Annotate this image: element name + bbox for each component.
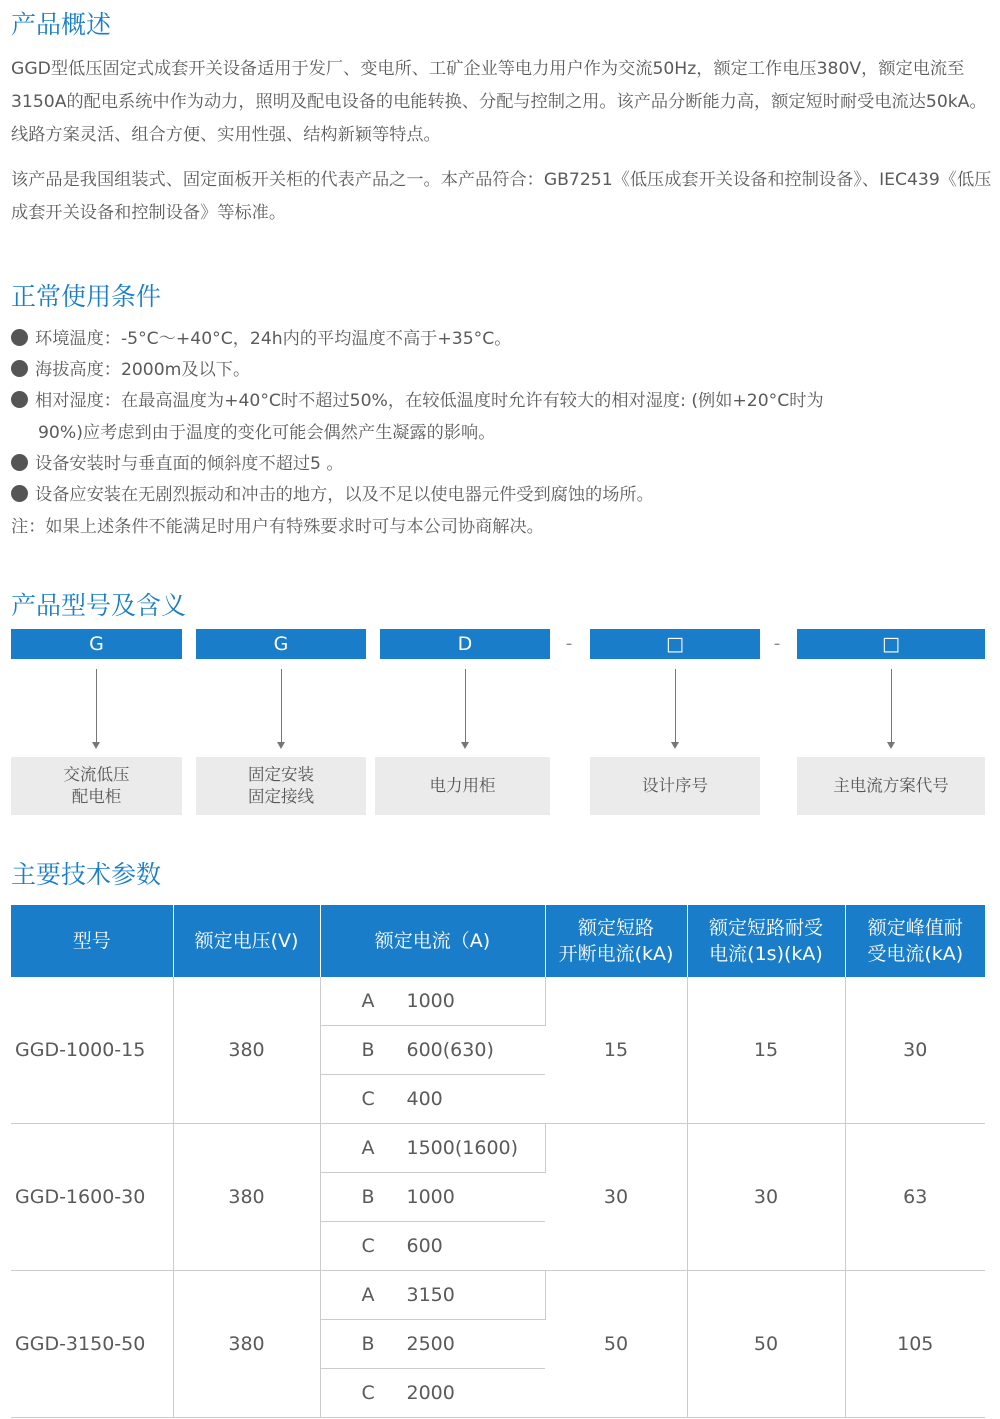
cell-current: A 1500(1600) <box>320 1124 545 1173</box>
model-code-4: □ <box>590 629 760 659</box>
model-meaning-2: 固定安装 固定接线 <box>196 757 366 815</box>
table-row <box>11 1124 985 1173</box>
bullet-icon <box>11 454 28 471</box>
model-meaning-4: 设计序号 <box>590 757 760 815</box>
col-header-breaking: 额定短路 开断电流(kA) <box>545 905 687 977</box>
cell-breaking: 15 <box>545 977 687 1124</box>
arrow-down-icon <box>887 742 895 749</box>
cell-current: B 1000 <box>320 1173 545 1222</box>
cell-model: GGD-3150-50 <box>11 1271 173 1418</box>
cell-withstand: 15 <box>687 977 845 1124</box>
table-row <box>11 1271 985 1320</box>
condition-item: 设备安装时与垂直面的倾斜度不超过5 。 <box>11 449 344 480</box>
specs-title: 主要技术参数 <box>11 860 162 889</box>
spec-header-row <box>11 905 985 977</box>
cell-peak: 105 <box>845 1271 985 1418</box>
arrow-down-icon <box>277 742 285 749</box>
cell-peak: 30 <box>845 977 985 1124</box>
overview-paragraph-2: 该产品是我国组装式、固定面板开关柜的代表产品之一。本产品符合：GB7251《低压成套开关设备和控制设备》、IEC439《低压成套开关设备和控制设备》等标准。 <box>11 170 992 223</box>
cell-peak: 63 <box>845 1124 985 1271</box>
table-row <box>11 977 985 1026</box>
spec-table <box>11 905 985 1418</box>
cell-breaking: 50 <box>545 1271 687 1418</box>
cell-current: C 2000 <box>320 1369 545 1418</box>
bullet-icon <box>11 360 28 377</box>
cell-voltage: 380 <box>173 1271 320 1418</box>
condition-item: 设备应安装在无剧烈振动和冲击的地方，以及不足以使电器元件受到腐蚀的场所。 <box>11 480 654 511</box>
model-code-3: D <box>380 629 550 659</box>
cell-voltage: 380 <box>173 1124 320 1271</box>
cell-current: B 2500 <box>320 1320 545 1369</box>
connector-line <box>96 669 97 743</box>
cell-breaking: 30 <box>545 1124 687 1271</box>
condition-item: 海拔高度：2000m及以下。 <box>11 355 250 386</box>
col-header-current: 额定电流（A) <box>320 905 545 977</box>
overview-paragraph-1: GGD型低压固定式成套开关设备适用于发厂、变电所、工矿企业等电力用户作为交流50Hz，额定工作电压380V，额定电流至3150A的配电系统中作为动力，照明及配电设备的电能转换、分配与控制之用。该产品分断能力高，额定短时耐受电流达50kA。线路方案灵活、组合方便、实用性强、结构新颖等特点。 <box>11 59 987 145</box>
model-separator: - <box>565 633 573 654</box>
model-separator: - <box>773 633 781 654</box>
bullet-icon <box>11 329 28 346</box>
cell-model: GGD-1600-30 <box>11 1124 173 1271</box>
model-title: 产品型号及含义 <box>11 591 187 620</box>
connector-line <box>891 669 892 743</box>
arrow-down-icon <box>461 742 469 749</box>
cell-model: GGD-1000-15 <box>11 977 173 1124</box>
col-header-voltage: 额定电压(V) <box>173 905 320 977</box>
model-meaning-1: 交流低压 配电柜 <box>11 757 182 815</box>
cell-current: A 3150 <box>320 1271 545 1320</box>
connector-line <box>281 669 282 743</box>
col-header-peak: 额定峰值耐 受电流(kA) <box>845 905 985 977</box>
condition-item: 相对湿度：在最高温度为+40°C时不超过50%，在较低温度时允许有较大的相对湿度: (例如+20°C时为 <box>11 386 824 417</box>
conditions-note: 注：如果上述条件不能满足时用户有特殊要求时可与本公司协商解决。 <box>11 517 544 537</box>
cell-current: C 600 <box>320 1222 545 1271</box>
model-code-1: G <box>11 629 182 659</box>
cell-current: A 1000 <box>320 977 545 1026</box>
cell-current: B 600(630) <box>320 1026 545 1075</box>
col-header-withstand: 额定短路耐受 电流(1s)(kA) <box>687 905 845 977</box>
model-code-2: G <box>196 629 366 659</box>
model-code-5: □ <box>797 629 985 659</box>
bullet-icon <box>11 485 28 502</box>
condition-item: 环境温度：-5°C～+40°C，24h内的平均温度不高于+35°C。 <box>11 324 511 355</box>
connector-line <box>675 669 676 743</box>
connector-line <box>465 669 466 743</box>
arrow-down-icon <box>92 742 100 749</box>
overview-title: 产品概述 <box>11 10 112 39</box>
model-meaning-3: 电力用柜 <box>375 757 550 815</box>
cell-withstand: 30 <box>687 1124 845 1271</box>
cell-voltage: 380 <box>173 977 320 1124</box>
model-meaning-5: 主电流方案代号 <box>797 757 985 815</box>
cell-current: C 400 <box>320 1075 545 1124</box>
col-header-model: 型号 <box>11 905 173 977</box>
condition-item-continuation: 90%)应考虑到由于温度的变化可能会偶然产生凝露的影响。 <box>38 423 496 443</box>
arrow-down-icon <box>671 742 679 749</box>
bullet-icon <box>11 391 28 408</box>
cell-withstand: 50 <box>687 1271 845 1418</box>
conditions-title: 正常使用条件 <box>11 282 162 311</box>
